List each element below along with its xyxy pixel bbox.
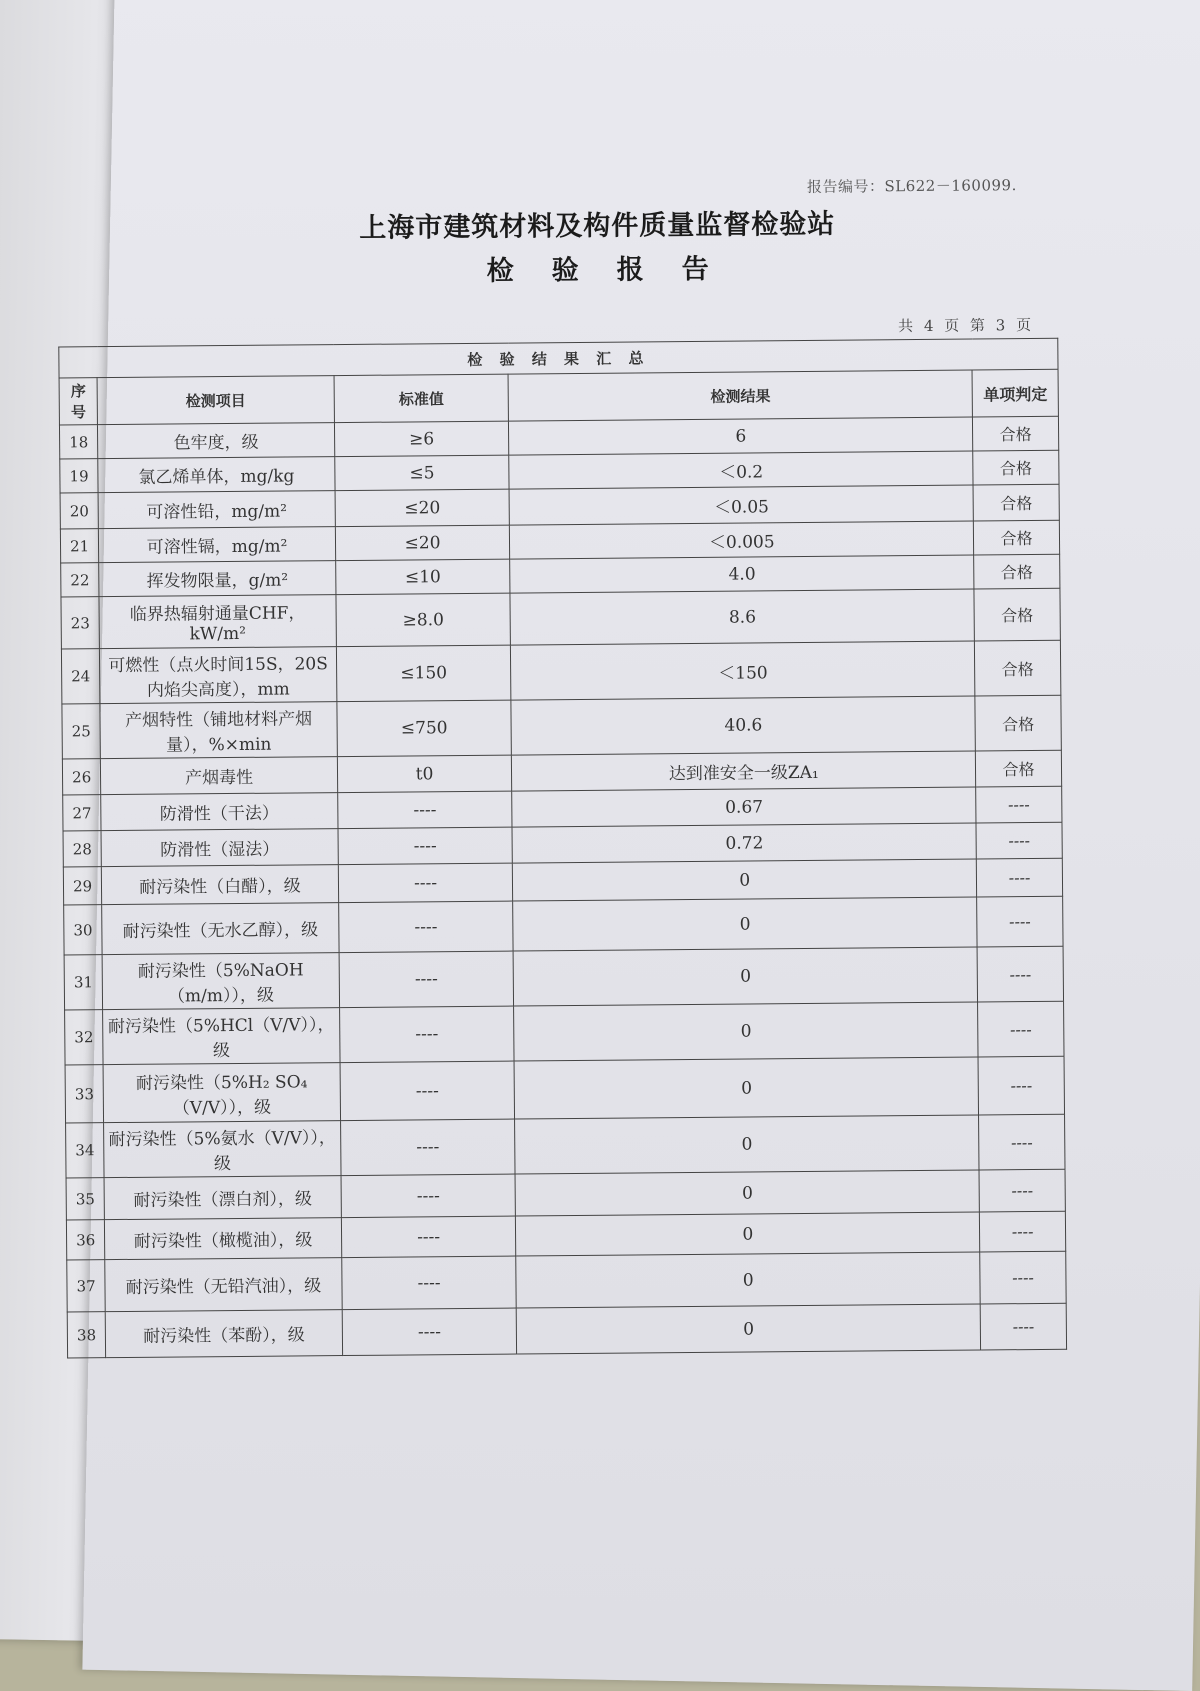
row-standard: ≤20: [335, 489, 510, 527]
row-item: 可溶性镉，mg/m²: [99, 527, 336, 563]
row-number: 29: [63, 867, 102, 905]
row-item: 耐污染性（5%H₂ SO₄（V/V）），级: [103, 1063, 340, 1123]
row-result: ＜0.005: [510, 521, 974, 559]
row-item: 防滑性（湿法）: [101, 829, 338, 867]
red-stamp-edge: [1157, 231, 1199, 421]
row-number: 26: [62, 759, 101, 795]
row-item: 氯乙烯单体，mg/kg: [98, 457, 335, 493]
row-standard: ----: [338, 827, 513, 865]
row-number: 22: [61, 563, 100, 597]
row-result: 0: [515, 1170, 979, 1216]
table-row: [67, 1303, 1066, 1358]
row-number: 30: [64, 905, 103, 955]
row-verdict: 合格: [975, 695, 1061, 751]
row-item: 可燃性（点火时间15S，20S内焰尖高度），mm: [100, 647, 337, 704]
row-result: 40.6: [511, 696, 975, 755]
table-row: [64, 946, 1063, 1010]
table-row: [65, 1056, 1064, 1123]
row-standard: ≤150: [336, 645, 511, 702]
table-row: [67, 1251, 1066, 1312]
table-row: [66, 1114, 1065, 1178]
row-standard: ≤10: [335, 559, 510, 595]
report-sheet: [69, 0, 1200, 1570]
row-verdict: 合格: [976, 750, 1062, 787]
row-result: 0: [513, 947, 977, 1006]
row-result: 0: [516, 1252, 980, 1308]
row-number: 33: [65, 1065, 104, 1123]
row-result: 0: [514, 1002, 978, 1061]
table-row: [62, 695, 1061, 759]
table-row: [65, 1001, 1064, 1065]
row-verdict: 合格: [974, 520, 1060, 555]
row-verdict: 合格: [973, 416, 1059, 451]
row-number: 35: [66, 1178, 105, 1220]
row-verdict: ----: [979, 1169, 1065, 1212]
organization-name: 上海市建筑材料及构件质量监督检验站: [359, 208, 836, 244]
row-result: 0: [513, 859, 977, 901]
row-item: 临界热辐射通量CHF，kW/m²: [99, 595, 336, 649]
row-standard: ≤20: [335, 525, 510, 561]
row-result: 4.0: [510, 555, 974, 593]
row-result: ＜0.2: [509, 451, 973, 489]
row-number: 23: [61, 597, 100, 649]
row-number: 25: [62, 704, 101, 759]
row-result: 0: [517, 1304, 981, 1354]
row-standard: ≤5: [335, 455, 510, 491]
table-row: [64, 896, 1063, 955]
row-standard: t0: [337, 755, 512, 793]
header-no: 序号: [59, 378, 98, 425]
row-item: 耐污染性（苯酚），级: [105, 1310, 342, 1358]
report-number: 报告编号：SL622－160099.: [806, 176, 1017, 196]
row-result: ＜0.05: [509, 485, 973, 525]
row-verdict: 合格: [974, 554, 1060, 589]
row-item: 耐污染性（无铅汽油），级: [105, 1258, 342, 1312]
row-verdict: ----: [978, 1056, 1064, 1115]
table-row: [61, 640, 1060, 704]
row-verdict: 合格: [975, 640, 1061, 696]
row-result: 达到准安全一级ZA₁: [512, 751, 976, 791]
row-number: 28: [63, 831, 102, 867]
row-item: 耐污染性（5%NaOH（m/m）），级: [102, 953, 339, 1010]
row-standard: ----: [340, 1061, 515, 1121]
row-verdict: ----: [980, 1303, 1066, 1350]
row-number: 21: [60, 529, 99, 563]
row-item: 产烟特性（铺地材料产烟量），%×min: [100, 702, 337, 759]
table-body: [59, 416, 1066, 1358]
row-verdict: 合格: [973, 484, 1059, 521]
row-result: 0: [514, 1057, 978, 1119]
row-standard: ≥6: [334, 421, 509, 457]
row-verdict: ----: [976, 822, 1062, 859]
row-verdict: ----: [979, 1114, 1065, 1170]
report-page: [69, 0, 1200, 1691]
row-standard: ----: [339, 1006, 514, 1063]
row-standard: ----: [340, 1119, 515, 1176]
row-item: 产烟毒性: [101, 757, 338, 795]
row-item: 可溶性铅，mg/m²: [98, 491, 335, 529]
row-verdict: 合格: [974, 588, 1060, 641]
row-item: 防滑性（干法）: [101, 793, 338, 831]
row-item: 耐污染性（漂白剂），级: [104, 1176, 341, 1220]
results-table: [58, 338, 1067, 1359]
header-item: 检测项目: [97, 376, 334, 425]
row-item: 色牢度，级: [98, 423, 335, 459]
row-number: 32: [65, 1010, 104, 1065]
row-number: 31: [64, 955, 103, 1010]
row-standard: ≤750: [337, 700, 512, 757]
row-result: 0.67: [512, 787, 976, 827]
row-standard: ----: [342, 1308, 517, 1356]
row-standard: ----: [338, 901, 513, 953]
row-number: 36: [66, 1220, 105, 1260]
row-standard: ----: [339, 951, 514, 1008]
row-item: 耐污染性（5%HCl（V/V）），级: [103, 1008, 340, 1065]
row-verdict: ----: [976, 786, 1062, 823]
row-number: 37: [67, 1260, 106, 1312]
row-result: 0: [515, 1115, 979, 1174]
header-standard: 标准值: [334, 374, 509, 423]
row-standard: ----: [341, 1216, 516, 1258]
row-standard: ----: [342, 1256, 517, 1310]
row-item: 挥发物限量，g/m²: [99, 561, 336, 597]
row-result: ＜150: [511, 641, 975, 700]
document-title: 检验报告: [486, 253, 747, 287]
row-standard: ----: [338, 863, 513, 903]
row-result: 6: [509, 417, 973, 455]
row-number: 18: [59, 425, 98, 459]
row-result: 0: [513, 897, 977, 951]
row-item: 耐污染性（白醋），级: [102, 865, 339, 905]
row-result: 8.6: [510, 589, 974, 645]
row-result: 0: [516, 1212, 980, 1256]
row-number: 20: [60, 493, 99, 529]
row-verdict: ----: [980, 1211, 1066, 1252]
row-verdict: 合格: [973, 450, 1059, 485]
row-verdict: ----: [977, 946, 1063, 1002]
row-result: 0.72: [512, 823, 976, 863]
row-item: 耐污染性（橄榄油），级: [105, 1218, 342, 1260]
table-caption: 检 验 结 果 汇 总: [59, 338, 1058, 378]
row-number: 34: [66, 1123, 105, 1178]
row-verdict: ----: [978, 1001, 1064, 1057]
row-number: 27: [63, 795, 102, 831]
row-number: 38: [67, 1312, 106, 1358]
row-verdict: ----: [976, 858, 1062, 897]
page-info: 共 4 页 第 3 页: [898, 315, 1035, 336]
row-item: 耐污染性（5%氨水（V/V）），级: [104, 1121, 341, 1178]
header-result: 检测结果: [508, 370, 972, 421]
table-row: [61, 588, 1060, 649]
row-number: 19: [60, 459, 99, 493]
row-verdict: ----: [977, 896, 1063, 947]
header-verdict: 单项判定: [972, 369, 1058, 417]
row-standard: ≥8.0: [336, 593, 511, 647]
row-verdict: ----: [980, 1251, 1066, 1304]
row-item: 耐污染性（无水乙醇），级: [102, 903, 339, 955]
row-standard: ----: [337, 791, 512, 829]
row-standard: ----: [341, 1174, 516, 1218]
row-number: 24: [61, 649, 100, 704]
